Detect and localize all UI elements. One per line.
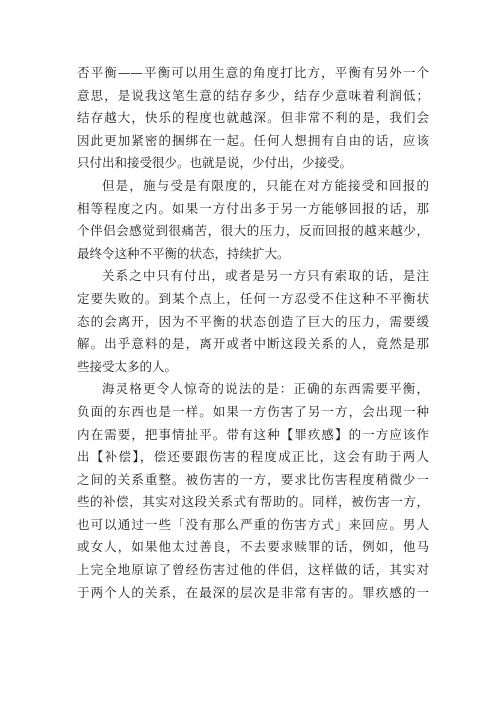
text-line: 因此更加紧密的捆绑在一起。任何人想拥有自由的话，应该 bbox=[77, 132, 429, 148]
text-line: 些的补偿，其实对这段关系式有帮助的。同样，被伤害一方， bbox=[77, 494, 429, 510]
text-line: 相等程度之内。如果一方付出多于另一方能够回报的话，那 bbox=[77, 200, 429, 216]
paragraph bbox=[77, 265, 429, 378]
text-line: 解。出乎意料的是，离开或者中断这段关系的人，竟然是那 bbox=[77, 336, 429, 352]
text-line: 或女人，如果他太过善良，不去要求赎罪的话，例如，他马 bbox=[77, 539, 429, 555]
text-line: 最终令这种不平衡的状态，持续扩大。 bbox=[77, 245, 290, 261]
text-line: 之间的关系重整。被伤害的一方，要求比伤害程度稍微少一 bbox=[77, 471, 429, 487]
text-line: 出【补偿】，偿还要跟伤害的程度成正比，这会有助于两人 bbox=[77, 449, 429, 465]
text-line: 结存越大，快乐的程度也就越深。但非常不利的是，我们会 bbox=[77, 110, 429, 126]
text-line: 也可以通过一些「没有那么严重的伤害方式」来回应。男人 bbox=[77, 516, 429, 532]
text-line: 于两个人的关系，在最深的层次是非常有害的。罪疚感的一 bbox=[77, 584, 429, 600]
text-line: 但是，施与受是有限度的，只能在对方能接受和回报的 bbox=[102, 177, 429, 193]
text-line: 态的会离开，因为不平衡的状态创造了巨大的压力，需要缓 bbox=[77, 313, 429, 329]
text-line: 关系之中只有付出，或者是另一方只有索取的话，是注 bbox=[102, 268, 429, 284]
paragraph bbox=[77, 378, 429, 604]
text-line: 内在需要，把事情扯平。带有这种【罪疚感】的一方应该作 bbox=[77, 426, 429, 442]
text-line: 定要失败的。到某个点上，任何一方忍受不住这种不平衡状 bbox=[77, 290, 429, 306]
text-line: 上完全地原谅了曾经伤害过他的伴侣，这样做的话，其实对 bbox=[77, 562, 429, 578]
text-line: 意思，是说我这笔生意的结存多少，结存少意味着利润低； bbox=[77, 87, 429, 103]
text-line: 个伴侣会感觉到很痛苦，很大的压力，反而回报的越来越少， bbox=[77, 223, 429, 239]
paragraph bbox=[77, 62, 429, 175]
text-line: 些接受太多的人。 bbox=[77, 358, 178, 374]
text-line: 负面的东西也是一样。如果一方伤害了另一方，会出现一种 bbox=[77, 403, 429, 419]
text-line: 海灵格更令人惊奇的说法的是：正确的东西需要平衡， bbox=[102, 381, 429, 397]
document-body bbox=[77, 62, 429, 604]
paragraph bbox=[77, 175, 429, 265]
text-line: 只付出和接受很少。也就是说，少付出，少接受。 bbox=[77, 155, 353, 171]
text-line: 否平衡——平衡可以用生意的角度打比方，平衡有另外一个 bbox=[77, 65, 429, 80]
